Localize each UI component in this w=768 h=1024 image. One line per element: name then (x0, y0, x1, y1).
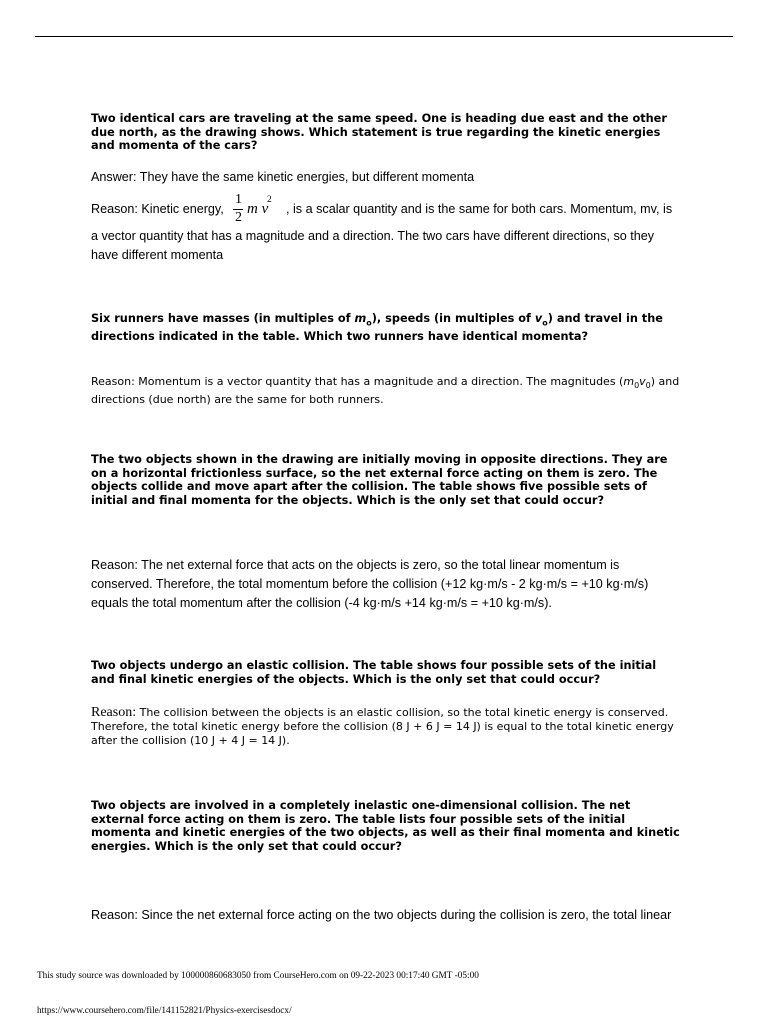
question-2 (91, 312, 681, 343)
formula-numerator: 1 (235, 192, 242, 207)
formula-denominator: 2 (235, 210, 242, 225)
question-3: The two objects shown in the drawing are initially moving in opposite directions. They are on a horizontal frictionless surface, so the net external force acting on them is zero. The objects collide and move apart after the collision. The table shows five possible sets of initial and final momenta for the objects. Which is the only set that could occur? (91, 453, 668, 507)
question-2-part-c: ) and travel in the directions indicated in the table. Which two runners have identical momenta? (91, 312, 663, 343)
reason-4-text: The collision between the objects is an elastic collision, so the total kinetic energy is conserved. Therefore, the total kinetic energy before the collision (8 J + 6 J = 14 J) is equal to the total kinetic energy after the collision (10 J + 4 J = 14 J). (91, 706, 674, 747)
question-2-part-b: ), speeds (in multiples of (371, 312, 535, 325)
reason-4-label: Reason: (91, 705, 137, 720)
download-notice: This study source was downloaded by 100000860683050 from CourseHero.com on 09-22-2023 00:17:40 GMT -05:00 (37, 971, 479, 981)
question-4: Two objects undergo an elastic collision. The table shows four possible sets of the initial and final kinetic energies of the objects. Which is the only set that could occur? (91, 659, 657, 686)
reason-4 (91, 706, 681, 748)
question-5: Two objects are involved in a completely inelastic one-dimensional collision. The net external force acting on them is zero. The table lists four possible sets of the initial momenta and kinetic energies of the two objects, as well as their final momenta and kinetic energies. Which is the only set that could occur? (91, 799, 680, 853)
top-divider (35, 36, 733, 37)
v-symbol: v (534, 312, 543, 325)
reason-1-continued: a vector quantity that has a magnitude and a direction. The two cars have different directions, so they have different momenta (91, 229, 655, 262)
v0-symbol: v (639, 375, 646, 388)
reason-2-part-b: ) and directions (due north) are the same for both runners. (91, 375, 680, 407)
m-symbol: m (354, 312, 367, 325)
m0-symbol: m (623, 375, 635, 388)
formula-body: m v (247, 201, 269, 217)
m-subscript: o (366, 318, 372, 328)
source-url-link[interactable]: https://www.coursehero.com/file/141152821/Physics-exercisesdocx/ (37, 1006, 292, 1016)
m0-subscript: 0 (634, 381, 640, 391)
question-2-part-a: Six runners have masses (in multiples of (91, 312, 355, 325)
reason-2 (91, 375, 681, 407)
v-subscript: o (542, 318, 548, 328)
reason-1-tail: , is a scalar quantity and is the same for both cars. Momentum, mv, is (286, 202, 673, 216)
reason-5: Reason: Since the net external force acting on the two objects during the collision is zero, the total linear (91, 908, 672, 922)
reason-2-part-a: Reason: Momentum is a vector quantity that has a magnitude and a direction. The magnitudes ( (91, 375, 624, 388)
reason-1-prefix: Reason: Kinetic energy, (91, 202, 224, 216)
reason-3: Reason: The net external force that acts on the objects is zero, so the total linear momentum is conserved. Therefore, the total momentum before the collision (+12 kg·m/s - 2 kg·m/s = +10 kg·m/s) equals the total momentum after the collision (-4 kg·m/s +14 kg·m/s = +10 kg·m/s). (91, 558, 649, 610)
answer-1: Answer: They have the same kinetic energies, but different momenta (91, 170, 475, 184)
formula-exponent: 2 (267, 195, 272, 205)
v0-subscript: 0 (645, 381, 651, 391)
question-1: Two identical cars are traveling at the same speed. One is heading due east and the other due north, as the drawing shows. Which statement is true regarding the kinetic energies and momenta of the cars? (91, 112, 667, 152)
